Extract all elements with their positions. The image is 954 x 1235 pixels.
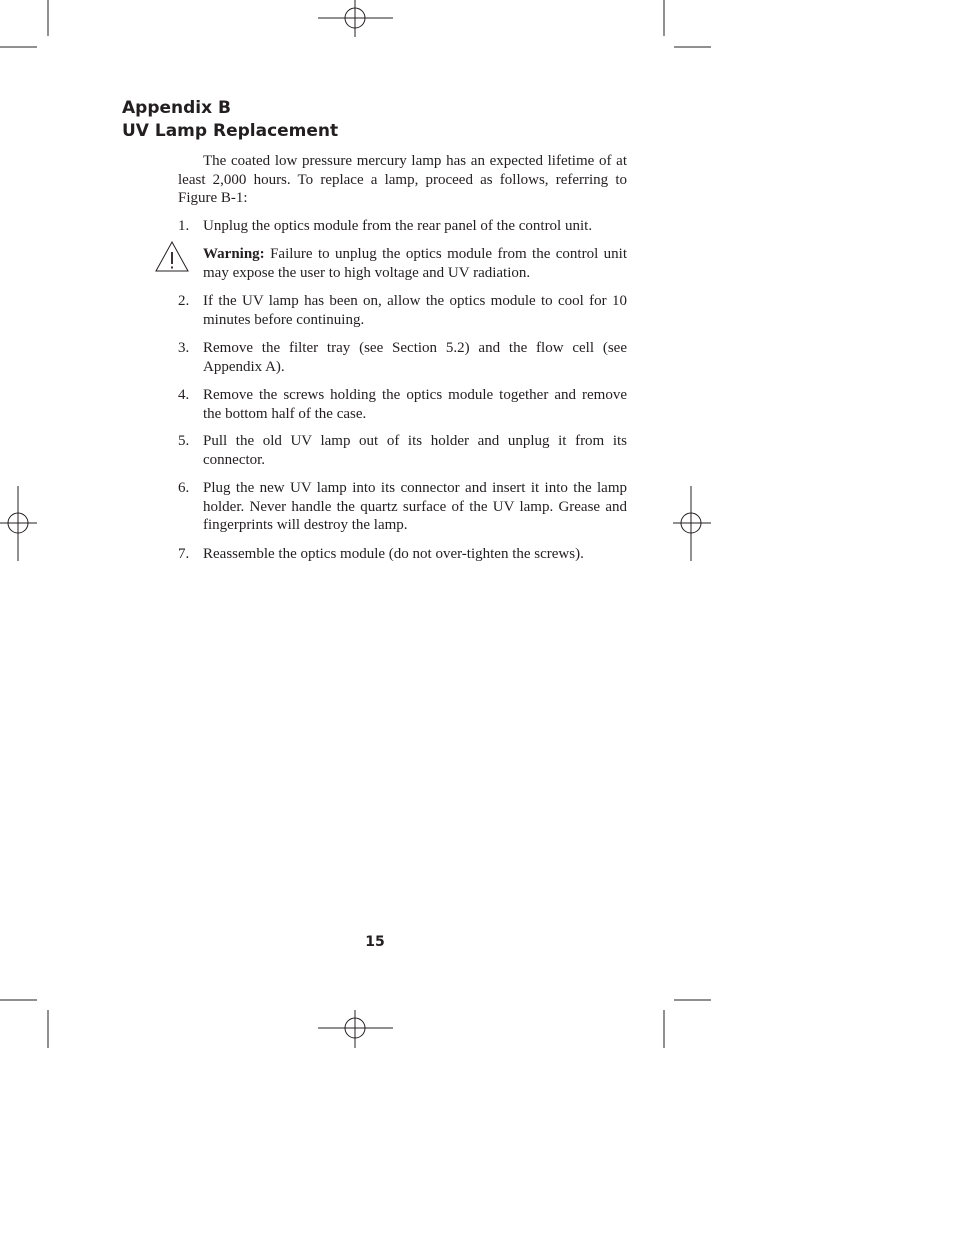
list-item <box>178 432 627 469</box>
appendix-heading <box>122 97 338 143</box>
list-item <box>178 292 627 329</box>
list-item-number: 4. <box>178 387 190 403</box>
list-item <box>178 479 627 535</box>
warning-note <box>203 245 627 282</box>
appendix-title: Appendix B <box>122 98 231 118</box>
list-item-number: 3. <box>178 340 190 356</box>
list-item <box>178 217 627 236</box>
list-item-text: Pull the old UV lamp out of its holder and unplug it from its connector. <box>203 433 627 468</box>
page-number: 15 <box>365 934 385 950</box>
list-item <box>178 339 627 376</box>
list-item-text: Unplug the optics module from the rear panel of the control unit. <box>203 218 593 234</box>
list-item-text: If the UV lamp has been on, allow the optics module to cool for 10 minutes before continuing. <box>203 293 627 328</box>
list-item-number: 5. <box>178 433 190 449</box>
list-item-text: Remove the screws holding the optics module together and remove the bottom half of the case. <box>203 387 627 422</box>
list-item-text: Remove the filter tray (see Section 5.2) and the flow cell (see Appendix A). <box>203 340 627 375</box>
warning-label: Warning: <box>203 246 265 262</box>
list-item <box>178 386 627 423</box>
intro-paragraph: The coated low pressure mercury lamp has an expected lifetime of at least 2,000 hours. To replace a lamp, proceed as follows, referring to Figure B-1: <box>178 153 627 206</box>
warning-text: Failure to unplug the optics module from the control unit may expose the user to high voltage and UV radiation. <box>203 246 627 281</box>
appendix-subtitle: UV Lamp Replacement <box>122 121 339 141</box>
warning-triangle-icon <box>154 240 190 274</box>
list-item-text: Plug the new UV lamp into its connector and insert it into the lamp holder. Never handle the quartz surface of the UV lamp. Grease and fingerprints will destroy the lamp. <box>203 480 627 533</box>
list-item-number: 6. <box>178 480 190 496</box>
list-item-text: Reassemble the optics module (do not over-tighten the screws). <box>203 546 584 562</box>
list-item-number: 2. <box>178 293 190 309</box>
list-item <box>178 545 627 564</box>
list-item-number: 1. <box>178 218 190 234</box>
list-item-number: 7. <box>178 546 190 562</box>
